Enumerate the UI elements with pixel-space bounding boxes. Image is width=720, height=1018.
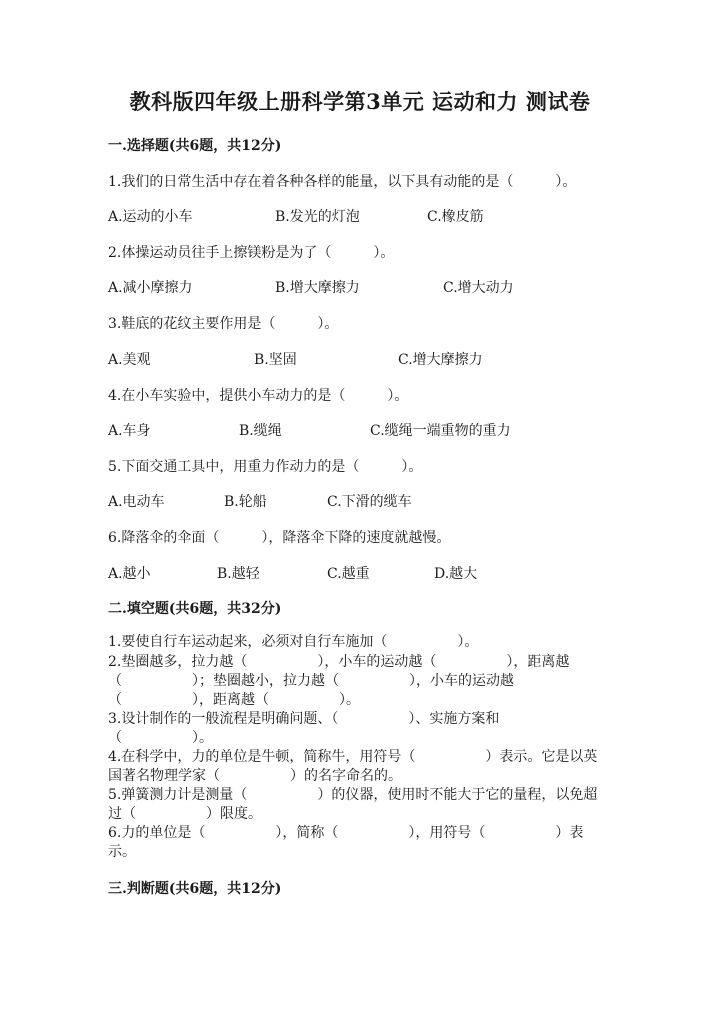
- option-a: A.运动的小车: [108, 209, 193, 225]
- question-stem: 5.下面交通工具中，用重力作动力的是（ ）。: [108, 459, 423, 475]
- option-c: C.越重: [327, 566, 370, 582]
- fill-line: 示。: [108, 844, 136, 860]
- fill-line: 3.设计制作的一般流程是明确问题、（ ）、实施方案和: [108, 711, 500, 727]
- section-heading-choice: 一.选择题(共6题，共12分): [108, 138, 282, 154]
- option-b: B.越轻: [217, 566, 260, 582]
- option-b: B.缆绳: [239, 423, 282, 439]
- fill-line: 国著名物理学家（ ）的名字命名的。: [108, 768, 402, 784]
- option-a: A.越小: [108, 566, 151, 582]
- option-c: C.橡皮筋: [427, 209, 484, 225]
- question-stem: 4.在小车实验中，提供小车动力的是（ ）。: [108, 388, 409, 404]
- option-b: B.增大摩擦力: [275, 280, 360, 296]
- fill-line: 6.力的单位是（ ），简称（ ），用符号（ ）表: [108, 825, 584, 841]
- option-a: A.电动车: [108, 494, 165, 510]
- option-b: B.轮船: [224, 494, 267, 510]
- section-heading-fill: 二.填空题(共6题，共32分): [108, 601, 282, 617]
- fill-line: 5.弹簧测力计是测量（ ）的仪器，使用时不能大于它的量程，以免超: [108, 787, 598, 803]
- fill-line: （ ），距离越（ ）。: [108, 692, 360, 708]
- option-a: A.美观: [108, 352, 151, 368]
- fill-line: 2.垫圈越多，拉力越（ ），小车的运动越（ ），距离越: [108, 654, 570, 670]
- section-heading-judge: 三.判断题(共6题，共12分): [108, 881, 282, 897]
- question-stem: 3.鞋底的花纹主要作用是（ ）。: [108, 316, 339, 332]
- option-a: A.车身: [108, 423, 151, 439]
- option-c: C.增大动力: [443, 280, 514, 296]
- option-b: B.发光的灯泡: [275, 209, 360, 225]
- fill-line: 4.在科学中，力的单位是牛顿，简称牛，用符号（ ）表示。它是以英: [108, 749, 598, 765]
- fill-line: 1.要使自行车运动起来，必须对自行车施加（ ）。: [108, 634, 479, 650]
- option-c: C.增大摩擦力: [398, 352, 483, 368]
- page-title: 教科版四年级上册科学第3单元 运动和力 测试卷: [129, 89, 591, 114]
- fill-line: （ ）。: [108, 730, 213, 746]
- option-d: D.越大: [434, 566, 478, 582]
- question-stem: 2.体操运动员往手上擦镁粉是为了（ ）。: [108, 245, 395, 261]
- option-a: A.减小摩擦力: [108, 280, 193, 296]
- option-c: C.缆绳一端重物的重力: [370, 423, 511, 439]
- question-stem: 1.我们的日常生活中存在着各种各样的能量，以下具有动能的是（ ）。: [108, 174, 577, 190]
- option-b: B.坚固: [254, 352, 297, 368]
- question-stem: 6.降落伞的伞面（ ），降落伞下降的速度就越慢。: [108, 530, 451, 546]
- fill-line: （ ）；垫圈越小，拉力越（ ），小车的运动越: [108, 673, 514, 689]
- option-c: C.下滑的缆车: [327, 494, 412, 510]
- fill-line: 过（ ）限度。: [108, 806, 262, 822]
